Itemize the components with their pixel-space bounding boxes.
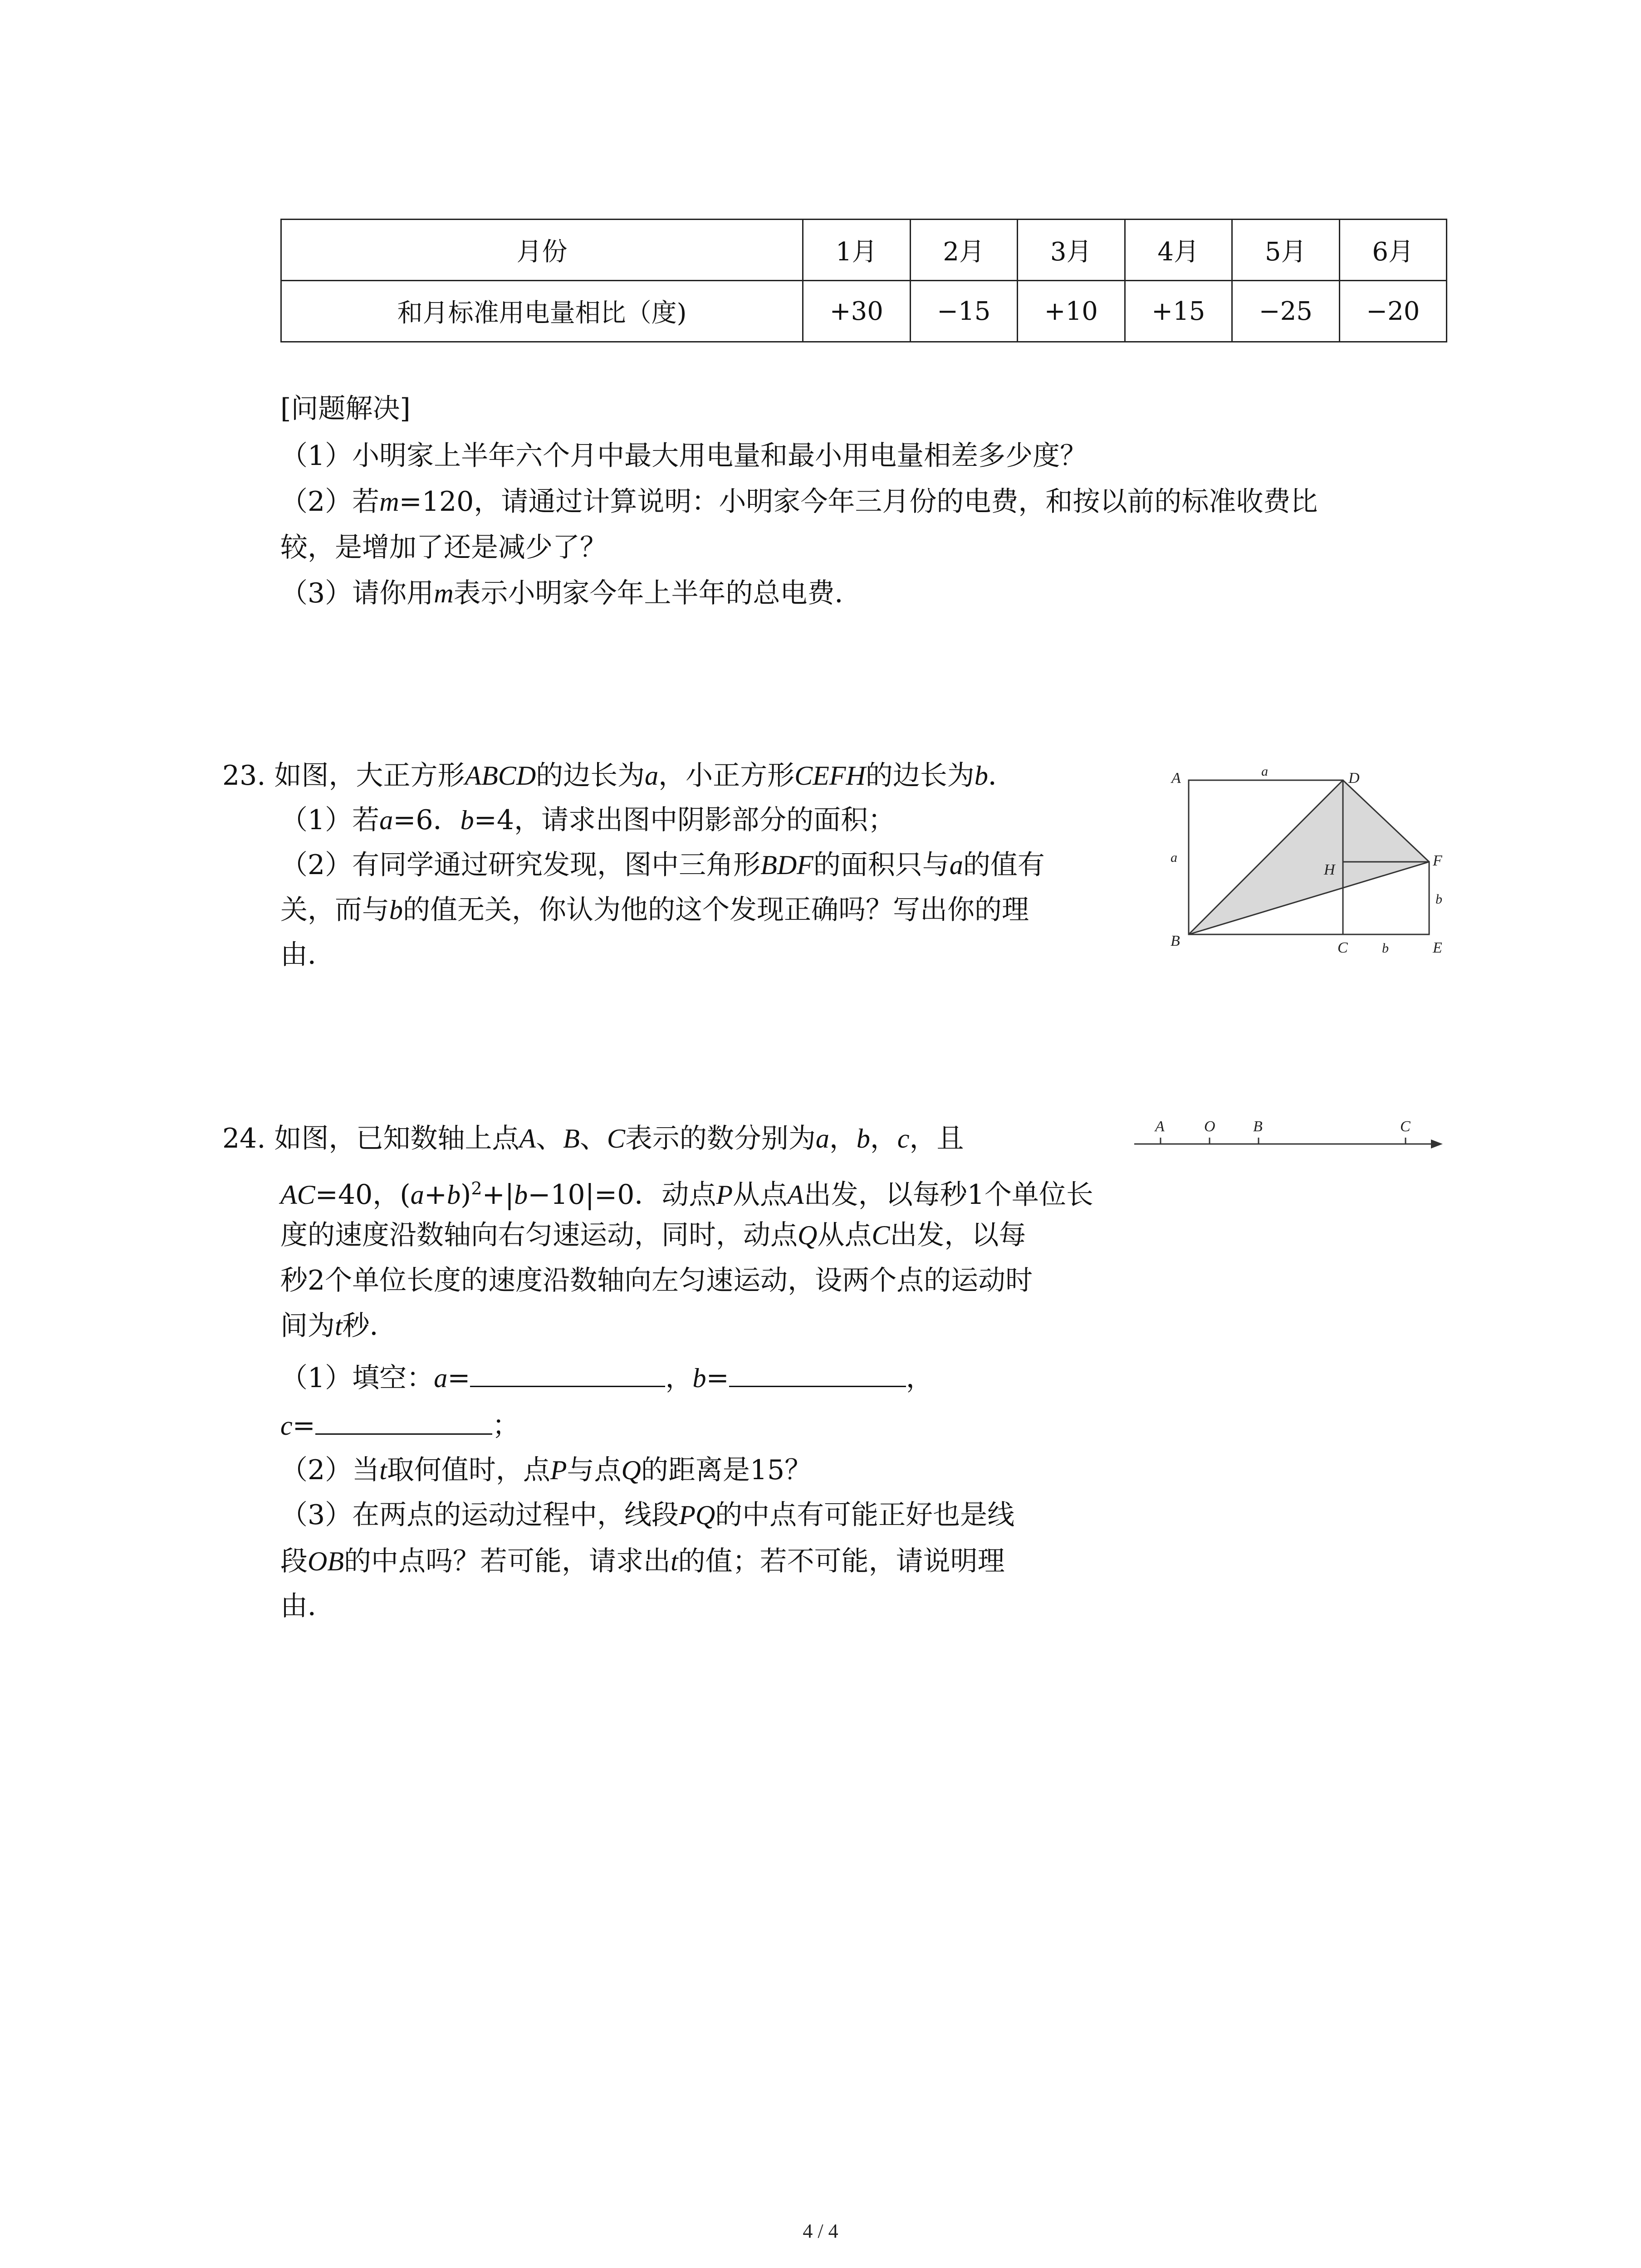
answer-blank-b[interactable] <box>729 1359 906 1387</box>
label-a-top: a <box>1261 764 1268 779</box>
label-d-point: D <box>1348 770 1360 787</box>
table-header-row <box>281 220 1447 281</box>
page-number: 4 / 4 <box>803 2220 838 2242</box>
answer-blank-c[interactable] <box>315 1406 492 1435</box>
q22-part2-line2: 较，是增加了还是减少了？ <box>280 532 607 563</box>
table-value-cell: −25 <box>1232 281 1340 342</box>
table-value-cell: +10 <box>1018 281 1125 342</box>
label-f-point: F <box>1433 852 1442 869</box>
q24-line5: 间为t秒． <box>280 1310 397 1342</box>
table-row-label: 和月标准用电量相比（度) <box>281 281 803 342</box>
label-a-point: A <box>1171 770 1181 787</box>
label-b-point: B <box>1171 933 1180 949</box>
table-month-cell: 3月 <box>1018 220 1125 281</box>
q23-squares-figure <box>1152 753 1461 962</box>
label-b-bottom: b <box>1382 941 1389 956</box>
q24-line4: 秒2个单位长度的速度沿数轴向左匀速运动，设两个点的运动时 <box>280 1265 1033 1296</box>
axis-label-b: B <box>1253 1118 1263 1135</box>
axis-label-c: C <box>1400 1118 1411 1135</box>
q23-line1: 23. 如图，大正方形ABCD的边长为a，小正方形CEFH的边长为b． <box>222 760 1015 792</box>
q24-line2: AC=40，$(a+b)^2+|b-10|=0$．动点P从点A出发，以每秒1个单位长 <box>280 1178 1093 1211</box>
table-month-cell: 5月 <box>1232 220 1340 281</box>
table-month-cell: 4月 <box>1125 220 1232 281</box>
label-a-left: a <box>1171 850 1177 865</box>
q24-line3: 度的速度沿数轴向右匀速运动，同时，动点Q从点C出发，以每 <box>280 1219 1026 1251</box>
q23-line4: 关，而与b的值无关，你认为他的这个发现正确吗？写出你的理 <box>280 894 1029 926</box>
table-value-cell: +30 <box>803 281 911 342</box>
q24-line1: 24. 如图，已知数轴上点A、B、C表示的数分别为a，b，c，且 <box>222 1123 964 1154</box>
table-header-label: 月份 <box>281 220 803 281</box>
answer-blank-a[interactable] <box>470 1359 665 1387</box>
label-c-point: C <box>1337 939 1348 956</box>
q23-line3: （2）有同学通过研究发现，图中三角形BDF的面积只与a的值有 <box>280 849 1045 881</box>
q24-part3-line1: （3）在两点的运动过程中，线段PQ的中点有可能正好也是线 <box>280 1499 1015 1531</box>
axis-label-o: O <box>1204 1118 1215 1135</box>
q24-fill-line2: c= ； <box>280 1405 519 1446</box>
q23-line5: 由． <box>280 939 335 971</box>
q22-part3: （3）请你用m表示小明家今年上半年的总电费． <box>280 577 862 609</box>
q22-part1: （1）小明家上半年六个月中最大用电量和最小用电量相差多少度？ <box>280 440 1087 472</box>
shaded-triangle-bdf <box>1189 780 1429 934</box>
q24-part3-line2: 段OB的中点吗？若可能，请求出t的值；若不可能，请说明理 <box>280 1545 1005 1577</box>
q24-fill-line1: （1）填空：a= ，b= ， <box>280 1358 933 1398</box>
table-value-row <box>281 281 1447 342</box>
axis-arrow-icon <box>1431 1139 1443 1149</box>
label-b-right: b <box>1435 892 1442 907</box>
q22-part2-line1: （2）若m=120，请通过计算说明：小明家今年三月份的电费，和按以前的标准收费比 <box>280 486 1318 518</box>
axis-label-a: A <box>1155 1118 1165 1135</box>
electricity-table <box>280 219 1447 342</box>
q24-part3-line3: 由． <box>280 1590 335 1622</box>
q22-section-title: [问题解决] <box>280 393 411 425</box>
q23-line2: （1）若a=6．b=4，请求出图中阴影部分的面积； <box>280 804 896 836</box>
number-line-figure <box>1130 1107 1456 1157</box>
table-month-cell: 2月 <box>910 220 1018 281</box>
label-h-point: H <box>1324 861 1335 878</box>
table-value-cell: −20 <box>1339 281 1447 342</box>
label-e-point: E <box>1433 939 1442 956</box>
table-value-cell: +15 <box>1125 281 1232 342</box>
q24-part2: （2）当t取何值时，点P与点Q的距离是15？ <box>280 1454 812 1486</box>
table-month-cell: 1月 <box>803 220 911 281</box>
table-month-cell: 6月 <box>1339 220 1447 281</box>
table-value-cell: −15 <box>910 281 1018 342</box>
